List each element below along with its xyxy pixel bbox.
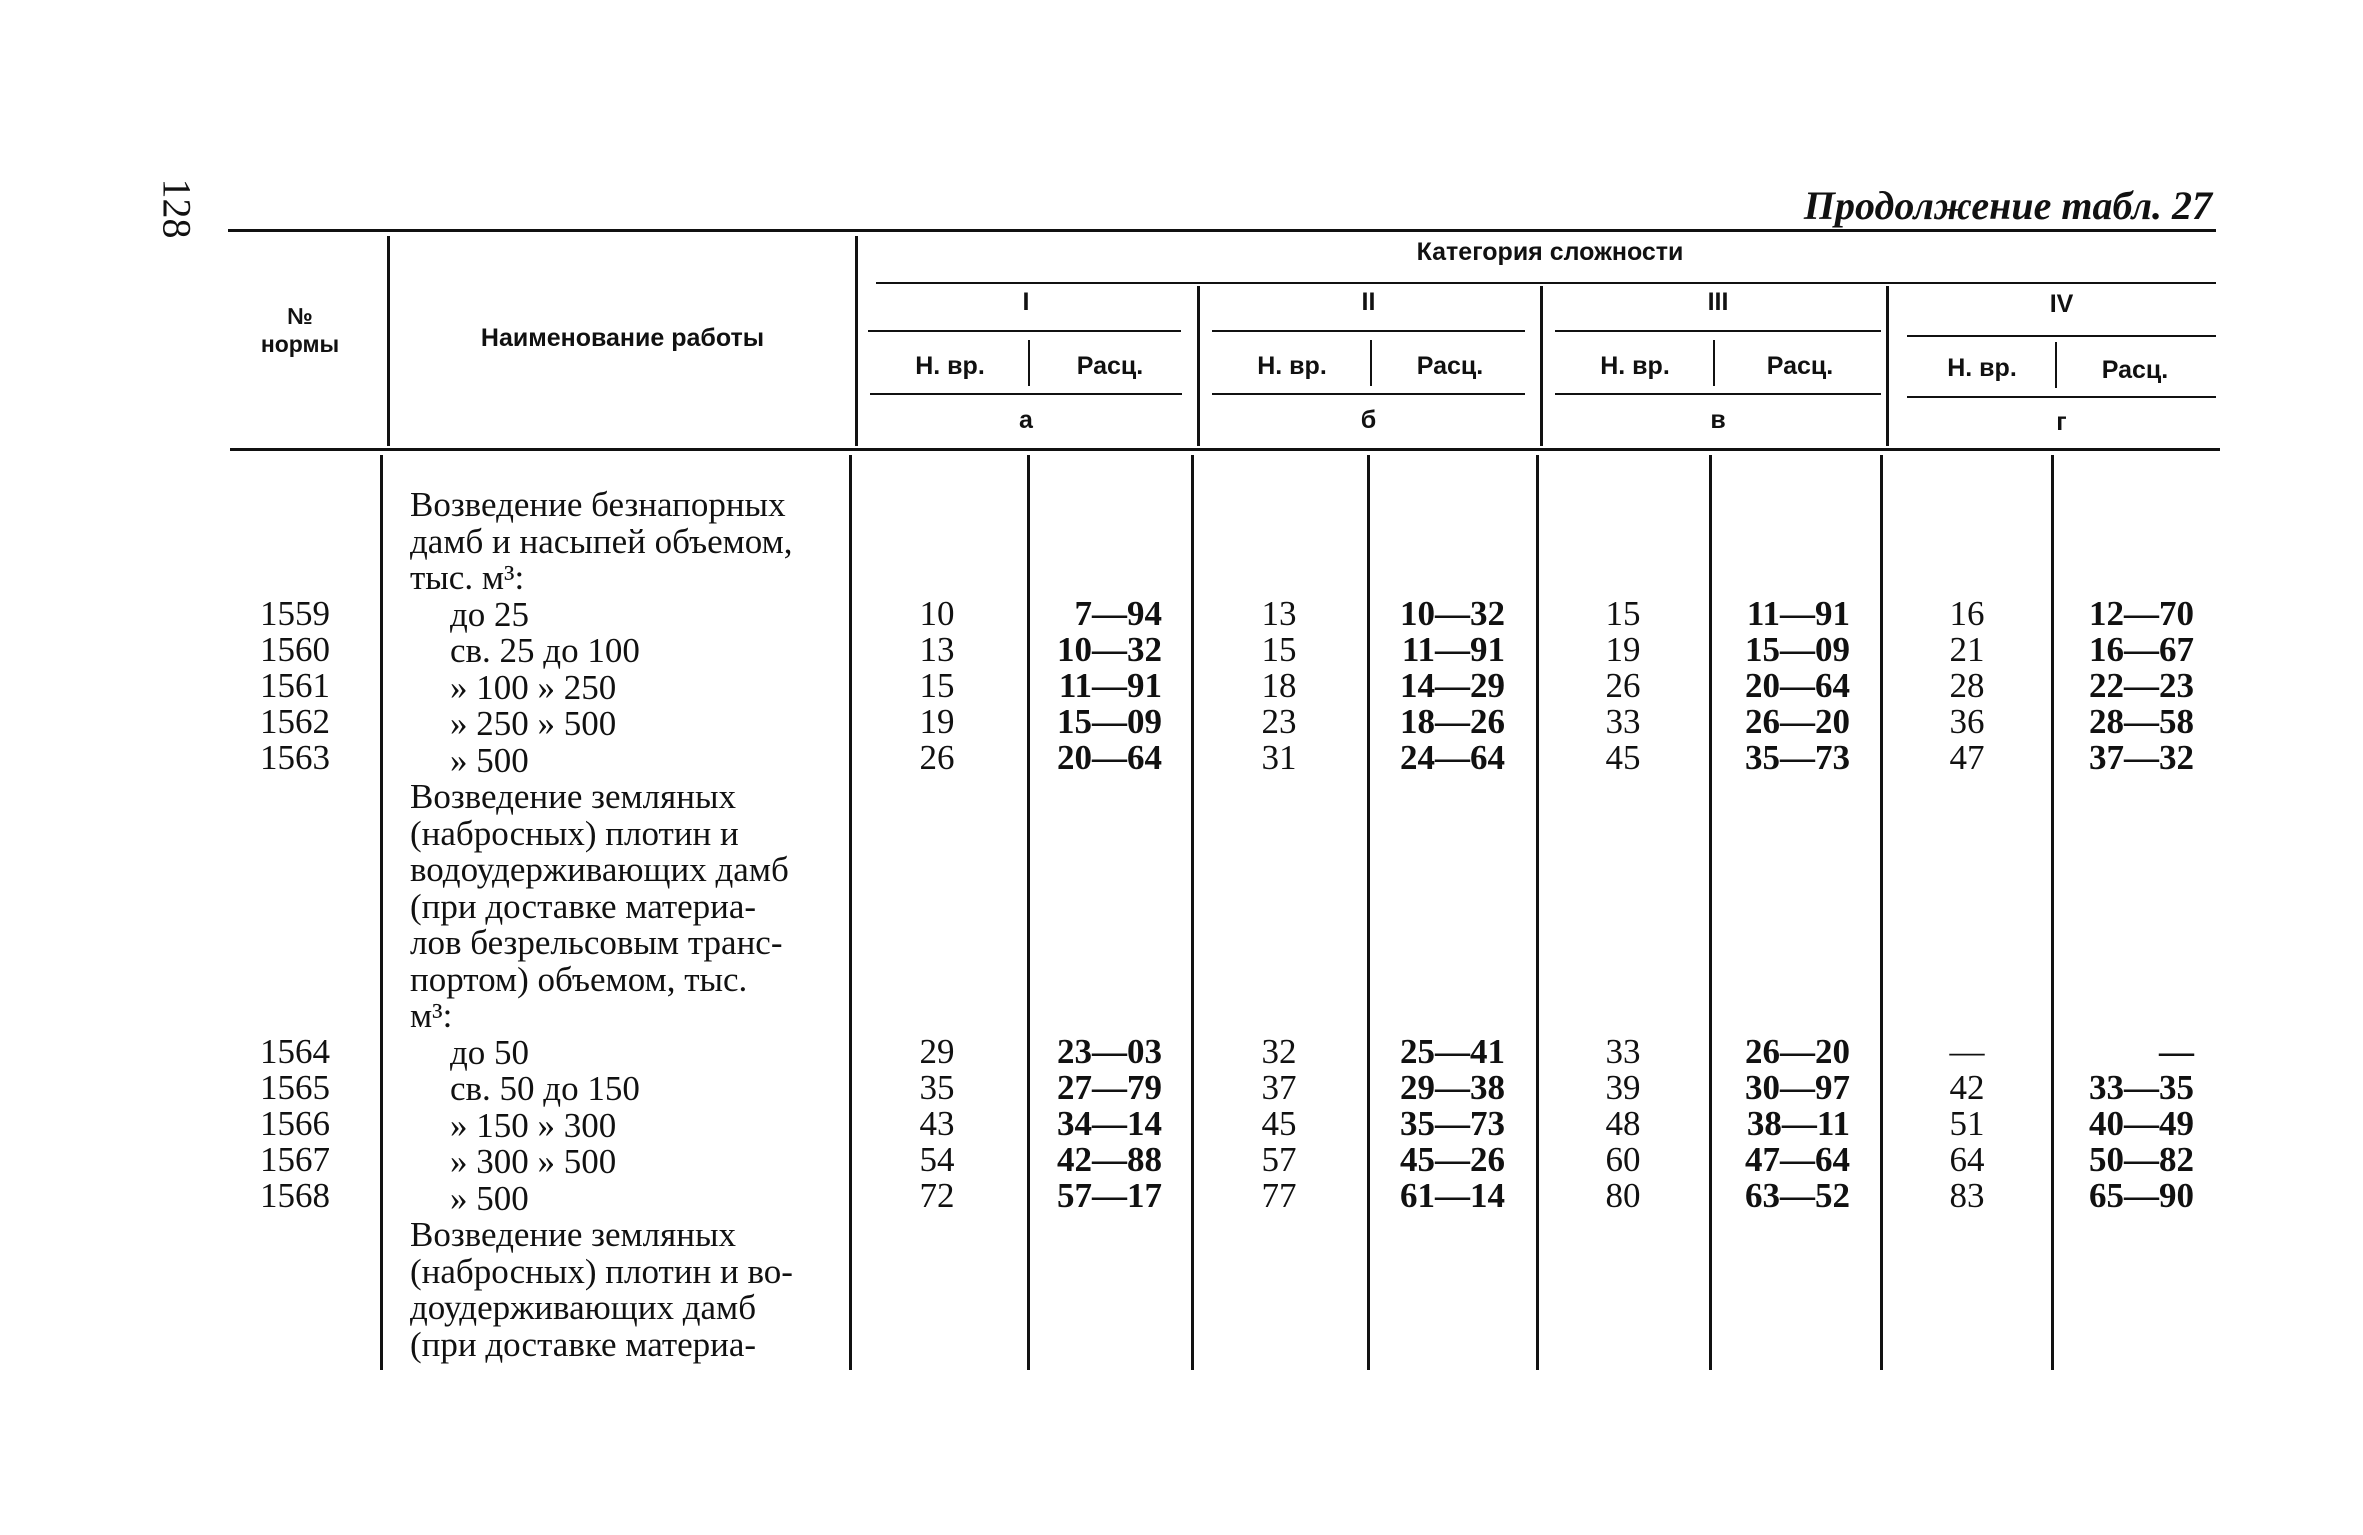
cell-rate-cat-3: 35—73 bbox=[1745, 738, 1850, 777]
header-time-4: Н. вр. bbox=[1947, 354, 2017, 382]
group-title-line: портом) объемом, тыс. bbox=[410, 959, 748, 999]
group-title-line: м³: bbox=[410, 996, 453, 1035]
cell-rate-cat-2: 14—29 bbox=[1400, 666, 1505, 705]
cell-rate-cat-4: 22—23 bbox=[2089, 666, 2194, 705]
cell-rate-cat-1: 11—91 bbox=[1058, 666, 1162, 705]
body-divider-work bbox=[849, 455, 852, 1370]
cell-rate-cat-1: 42—88 bbox=[1057, 1140, 1162, 1179]
cell-time-cat-2: 31 bbox=[1261, 738, 1297, 777]
header-time-2: Н. вр. bbox=[1257, 352, 1327, 380]
row-norm-number: 1560 bbox=[260, 630, 330, 669]
cell-time-cat-4: 16 bbox=[1949, 594, 1985, 633]
cell-time-cat-2: 45 bbox=[1261, 1104, 1297, 1143]
body-divider-d1 bbox=[2051, 455, 2054, 1370]
cell-time-cat-4: 36 bbox=[1949, 702, 1985, 741]
cell-rate-cat-3: 63—52 bbox=[1745, 1176, 1850, 1215]
cell-time-cat-4: 47 bbox=[1949, 738, 1985, 777]
cell-time-cat-1: 26 bbox=[919, 738, 955, 777]
group-title-line: Возведение земляных bbox=[410, 777, 736, 816]
group-title-line: (набросных) плотин и во- bbox=[410, 1251, 793, 1291]
table-caption: Продолжение табл. 27 bbox=[1803, 183, 2212, 228]
cell-rate-cat-2: 25—41 bbox=[1400, 1032, 1505, 1071]
row-work-label: » 150 » 300 bbox=[450, 1105, 617, 1145]
row-work-label: до 25 bbox=[450, 594, 530, 634]
cell-time-cat-4: 51 bbox=[1949, 1104, 1985, 1143]
table-top-rule bbox=[228, 229, 2216, 232]
row-norm-number: 1563 bbox=[260, 738, 330, 777]
cell-time-cat-2: 32 bbox=[1261, 1032, 1297, 1071]
group-title-line: доудерживающих дамб bbox=[410, 1288, 757, 1327]
roman-rule-1 bbox=[868, 330, 1181, 332]
header-cat-1-letter: а bbox=[1019, 406, 1033, 434]
sub-rule-3 bbox=[1555, 393, 1881, 395]
sub-divider-2 bbox=[1370, 340, 1372, 386]
header-cat-2-roman: II bbox=[1361, 288, 1376, 316]
sub-divider-3 bbox=[1713, 340, 1715, 386]
cell-rate-cat-2: 29—38 bbox=[1400, 1068, 1505, 1107]
cell-time-cat-1: 43 bbox=[919, 1104, 955, 1143]
group-title-line: водоудерживающих дамб bbox=[410, 850, 789, 889]
row-work-label: » 250 » 500 bbox=[450, 704, 617, 743]
header-cat-4-letter: г bbox=[2056, 408, 2067, 436]
cell-rate-cat-4: 28—58 bbox=[2089, 702, 2194, 741]
header-time-1: Н. вр. bbox=[915, 352, 985, 380]
cell-rate-cat-2: 10—32 bbox=[1400, 594, 1505, 633]
cell-time-cat-4: — bbox=[1949, 1032, 1985, 1071]
cell-time-cat-2: 18 bbox=[1261, 666, 1297, 705]
col-divider-work bbox=[855, 236, 858, 446]
group-1-description bbox=[410, 487, 844, 779]
row-norm-number: 1565 bbox=[260, 1068, 330, 1107]
header-cat-1-roman: I bbox=[1022, 288, 1030, 316]
roman-rule-2 bbox=[1212, 330, 1525, 332]
row-work-label: » 500 bbox=[450, 1178, 529, 1218]
row-norm-number: 1562 bbox=[260, 702, 330, 741]
group-title-line: (при доставке материа- bbox=[410, 886, 757, 926]
cell-time-cat-2: 15 bbox=[1261, 630, 1297, 669]
cell-time-cat-4: 28 bbox=[1949, 666, 1985, 705]
header-cat-3-letter: в bbox=[1710, 406, 1726, 434]
header-cat-4-roman: IV bbox=[2049, 290, 2074, 318]
cell-rate-cat-4: 40—49 bbox=[2089, 1104, 2194, 1143]
group-title-line: лов безрельсовым транс- bbox=[410, 923, 783, 962]
cell-time-cat-2: 77 bbox=[1261, 1176, 1297, 1215]
cell-rate-cat-3: 11—91 bbox=[1746, 594, 1850, 633]
cell-rate-cat-3: 26—20 bbox=[1745, 702, 1850, 741]
cell-time-cat-2: 37 bbox=[1261, 1068, 1297, 1107]
body-divider-c1 bbox=[1709, 455, 1712, 1370]
cat-divider-1 bbox=[1197, 286, 1200, 446]
header-rate-1: Расц. bbox=[1076, 352, 1144, 380]
cell-time-cat-1: 29 bbox=[919, 1032, 955, 1071]
cell-time-cat-2: 23 bbox=[1261, 702, 1297, 741]
cell-rate-cat-1: 10—32 bbox=[1057, 630, 1162, 669]
header-rate-2: Расц. bbox=[1416, 352, 1484, 380]
header-bottom-rule bbox=[230, 448, 2220, 451]
row-norm-number: 1559 bbox=[260, 594, 330, 633]
col-divider-norm bbox=[387, 236, 390, 446]
cell-time-cat-2: 57 bbox=[1261, 1140, 1297, 1179]
cell-time-cat-4: 83 bbox=[1949, 1176, 1985, 1215]
cell-rate-cat-1: 23—03 bbox=[1057, 1032, 1162, 1071]
cell-time-cat-1: 72 bbox=[919, 1176, 955, 1215]
cell-time-cat-3: 26 bbox=[1605, 666, 1641, 705]
cell-time-cat-3: 19 bbox=[1605, 630, 1641, 669]
cell-time-cat-3: 80 bbox=[1605, 1176, 1641, 1215]
row-norm-number: 1567 bbox=[260, 1140, 330, 1179]
cell-time-cat-3: 60 bbox=[1605, 1140, 1641, 1179]
cell-time-cat-3: 15 bbox=[1605, 594, 1641, 633]
category-rule bbox=[876, 282, 2216, 284]
cell-rate-cat-2: 11—91 bbox=[1401, 630, 1505, 669]
roman-rule-3 bbox=[1555, 330, 1881, 332]
cat-divider-3 bbox=[1886, 286, 1889, 446]
header-cat-2-letter: б bbox=[1360, 406, 1377, 434]
group-title-line: тыс. м³: bbox=[410, 558, 525, 597]
cell-rate-cat-2: 61—14 bbox=[1400, 1176, 1505, 1215]
header-work-name: Наименование работы bbox=[480, 324, 765, 352]
cell-time-cat-4: 21 bbox=[1949, 630, 1985, 669]
row-work-label: » 100 » 250 bbox=[450, 667, 617, 707]
header-norm-number: № нормы bbox=[260, 303, 340, 357]
cell-time-cat-1: 54 bbox=[919, 1140, 955, 1179]
row-work-label: до 50 bbox=[450, 1032, 530, 1072]
cell-rate-cat-4: 37—32 bbox=[2089, 738, 2194, 777]
header-category-title: Категория сложности bbox=[1416, 238, 1684, 266]
cell-time-cat-1: 13 bbox=[919, 630, 955, 669]
group-title-line: Возведение безнапорных bbox=[410, 485, 786, 524]
cell-time-cat-4: 64 bbox=[1949, 1140, 1985, 1179]
page-number: 128 bbox=[154, 178, 200, 239]
row-norm-number: 1564 bbox=[260, 1032, 330, 1071]
cell-time-cat-1: 19 bbox=[919, 702, 955, 741]
body-divider-a1 bbox=[1027, 455, 1030, 1370]
cell-rate-cat-2: 18—26 bbox=[1400, 702, 1505, 741]
cell-time-cat-1: 15 bbox=[919, 666, 955, 705]
group-title-line: дамб и насыпей объемом, bbox=[410, 521, 793, 561]
cell-rate-cat-3: 38—11 bbox=[1746, 1104, 1850, 1143]
sub-rule-1 bbox=[870, 393, 1182, 395]
cell-rate-cat-4: — bbox=[2159, 1032, 2194, 1071]
cell-rate-cat-2: 45—26 bbox=[1400, 1140, 1505, 1179]
cell-time-cat-4: 42 bbox=[1949, 1068, 1985, 1107]
cell-rate-cat-1: 20—64 bbox=[1057, 738, 1162, 777]
cell-rate-cat-3: 20—64 bbox=[1745, 666, 1850, 705]
body-divider-cat2 bbox=[1536, 455, 1539, 1370]
group-title-line: (при доставке материа- bbox=[410, 1324, 757, 1364]
body-divider-cat1 bbox=[1191, 455, 1194, 1370]
group-title-line: Возведение земляных bbox=[410, 1215, 736, 1254]
sub-divider-1 bbox=[1028, 340, 1030, 386]
sub-rule-2 bbox=[1212, 393, 1525, 395]
cell-time-cat-3: 45 bbox=[1605, 738, 1641, 777]
cell-rate-cat-1: 27—79 bbox=[1057, 1068, 1162, 1107]
cell-time-cat-1: 10 bbox=[919, 594, 955, 633]
cell-rate-cat-1: 57—17 bbox=[1057, 1176, 1162, 1215]
cell-time-cat-3: 48 bbox=[1605, 1104, 1641, 1143]
cell-rate-cat-4: 12—70 bbox=[2089, 594, 2194, 633]
cell-rate-cat-4: 65—90 bbox=[2089, 1176, 2194, 1215]
cell-rate-cat-2: 24—64 bbox=[1400, 738, 1505, 777]
cell-rate-cat-4: 33—35 bbox=[2089, 1068, 2194, 1107]
header-rate-3: Расц. bbox=[1766, 352, 1834, 380]
cell-rate-cat-1: 34—14 bbox=[1057, 1104, 1162, 1143]
row-work-label: » 500 bbox=[450, 740, 529, 780]
body-divider-norm bbox=[380, 455, 383, 1370]
group-title-line: (набросных) плотин и bbox=[410, 813, 739, 853]
cell-rate-cat-4: 50—82 bbox=[2089, 1140, 2194, 1179]
header-time-3: Н. вр. bbox=[1600, 352, 1670, 380]
cell-time-cat-2: 13 bbox=[1261, 594, 1297, 633]
body-divider-cat3 bbox=[1880, 455, 1883, 1370]
body-divider-b1 bbox=[1367, 455, 1370, 1370]
row-norm-number: 1566 bbox=[260, 1104, 330, 1143]
group-2-description bbox=[410, 779, 844, 1217]
header-cat-3-roman: III bbox=[1707, 288, 1729, 316]
cell-rate-cat-3: 47—64 bbox=[1745, 1140, 1850, 1179]
cell-rate-cat-2: 35—73 bbox=[1400, 1104, 1505, 1143]
sub-divider-4 bbox=[2055, 342, 2057, 388]
row-work-label: св. 25 до 100 bbox=[450, 631, 640, 670]
cell-time-cat-3: 33 bbox=[1605, 702, 1641, 741]
row-work-label: » 300 » 500 bbox=[450, 1142, 617, 1181]
row-norm-number: 1561 bbox=[260, 666, 330, 705]
cell-rate-cat-3: 15—09 bbox=[1745, 630, 1850, 669]
cell-time-cat-1: 35 bbox=[919, 1068, 955, 1107]
row-work-label: св. 50 до 150 bbox=[450, 1069, 640, 1108]
roman-rule-4 bbox=[1907, 335, 2216, 337]
cell-rate-cat-1: 15—09 bbox=[1057, 702, 1162, 741]
cell-time-cat-3: 39 bbox=[1605, 1068, 1641, 1107]
cat-divider-2 bbox=[1540, 286, 1543, 446]
cell-time-cat-3: 33 bbox=[1605, 1032, 1641, 1071]
cell-rate-cat-3: 26—20 bbox=[1745, 1032, 1850, 1071]
cell-rate-cat-4: 16—67 bbox=[2089, 630, 2194, 669]
sub-rule-4 bbox=[1907, 396, 2216, 398]
header-rate-4: Расц. bbox=[2101, 356, 2169, 384]
group-3-description bbox=[410, 1217, 844, 1363]
row-norm-number: 1568 bbox=[260, 1176, 330, 1215]
cell-rate-cat-3: 30—97 bbox=[1745, 1068, 1850, 1107]
cell-rate-cat-1: 7—94 bbox=[1074, 594, 1162, 633]
